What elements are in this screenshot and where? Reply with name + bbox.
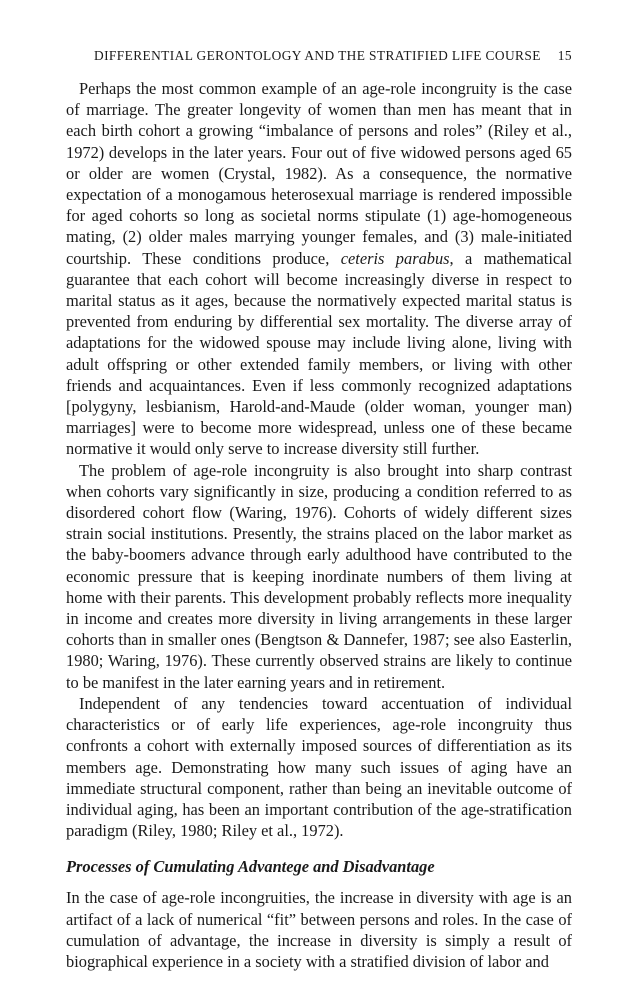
paragraph-marriage-part-1: Perhaps the most common example of an age-role incongruity is the case of marriage. The greater longevity of women than men has meant that in each birth cohort a growing “imbalance of persons and roles” (Riley et al., 1972) develops in the later years. Four out of five widowed persons aged 65 or older are women (Crystal, 1982). As a consequence, the normative expectation of a monogamous heterosexual marriage is rendered impossible for aged cohorts so long as societal norms stipulate (1) age-homogeneous mating, (2) older males marrying younger females, and (3) male-initiated courtship. These conditions produce, — [66, 79, 572, 268]
section-heading: Processes of Cumulating Advantege and Disadvantage — [66, 857, 435, 877]
body-text — [66, 78, 572, 972]
book-page — [66, 48, 572, 972]
paragraph-structural-component: Independent of any tendencies toward accentuation of individual characteristics or of early life experiences, age-role incongruity thus confronts a cohort with externally imposed sources of differentiation as its members age. Demonstrating how many such issues of aging have an immediate structural component, rather than being an inevitable outcome of individual aging, has been an important contribution of the age-stratification paradigm (Riley, 1980; Riley et al., 1972). — [66, 693, 572, 841]
latin-term: ceteris parabus — [340, 248, 450, 268]
running-head — [66, 48, 572, 70]
paragraph-marriage — [66, 78, 572, 460]
running-head-title: DIFFERENTIAL GERONTOLOGY AND THE STRATIFIED LIFE COURSE — [94, 48, 541, 63]
paragraph-marriage-part-2: , a mathematical guarantee that each cohort will become increasingly diverse in respect to marital status as it ages, because the normatively expected marital status is prevented from enduring by differential sex mortality. The diverse array of adaptations for the widowed spouse may include living alone, living with adult offspring or other extended family members, or living with other friends and acquaintances. Even if less commonly recognized adaptations [polygyny, lesbianism, Harold-and-Maude (older woman, younger man) marriages] were to become more widespread, unless one of these became normative it would only serve to increase diversity still further. — [66, 248, 572, 459]
page-number: 15 — [557, 48, 572, 63]
paragraph-cumulation: In the case of age-role incongruities, the increase in diversity with age is an artifact of a lack of numerical “fit” between persons and roles. In the case of cumulation of advantage, the increase in diversity is simply a result of biographical experience in a society with a stratified division of labor and — [66, 888, 572, 971]
paragraph-cohort-flow: The problem of age-role incongruity is also brought into sharp contrast when cohorts vary significantly in size, producing a condition referred to as disordered cohort flow (Waring, 1976). Cohorts of widely different sizes strain social institutions. Presently, the strains placed on the labor market as the baby-boomers advance through early adulthood have contributed to the economic pressure that is keeping inordinate numbers of them living at home with their parents. This development probably reflects more inequality in income and creates more diversity in living arrangements in these larger cohorts than in smaller ones (Bengtson & Dannefer, 1987; see also Easterlin, 1980; Waring, 1976). These currently observed strains are likely to continue to be manifest in the later earning years and in retirement. — [66, 460, 572, 692]
